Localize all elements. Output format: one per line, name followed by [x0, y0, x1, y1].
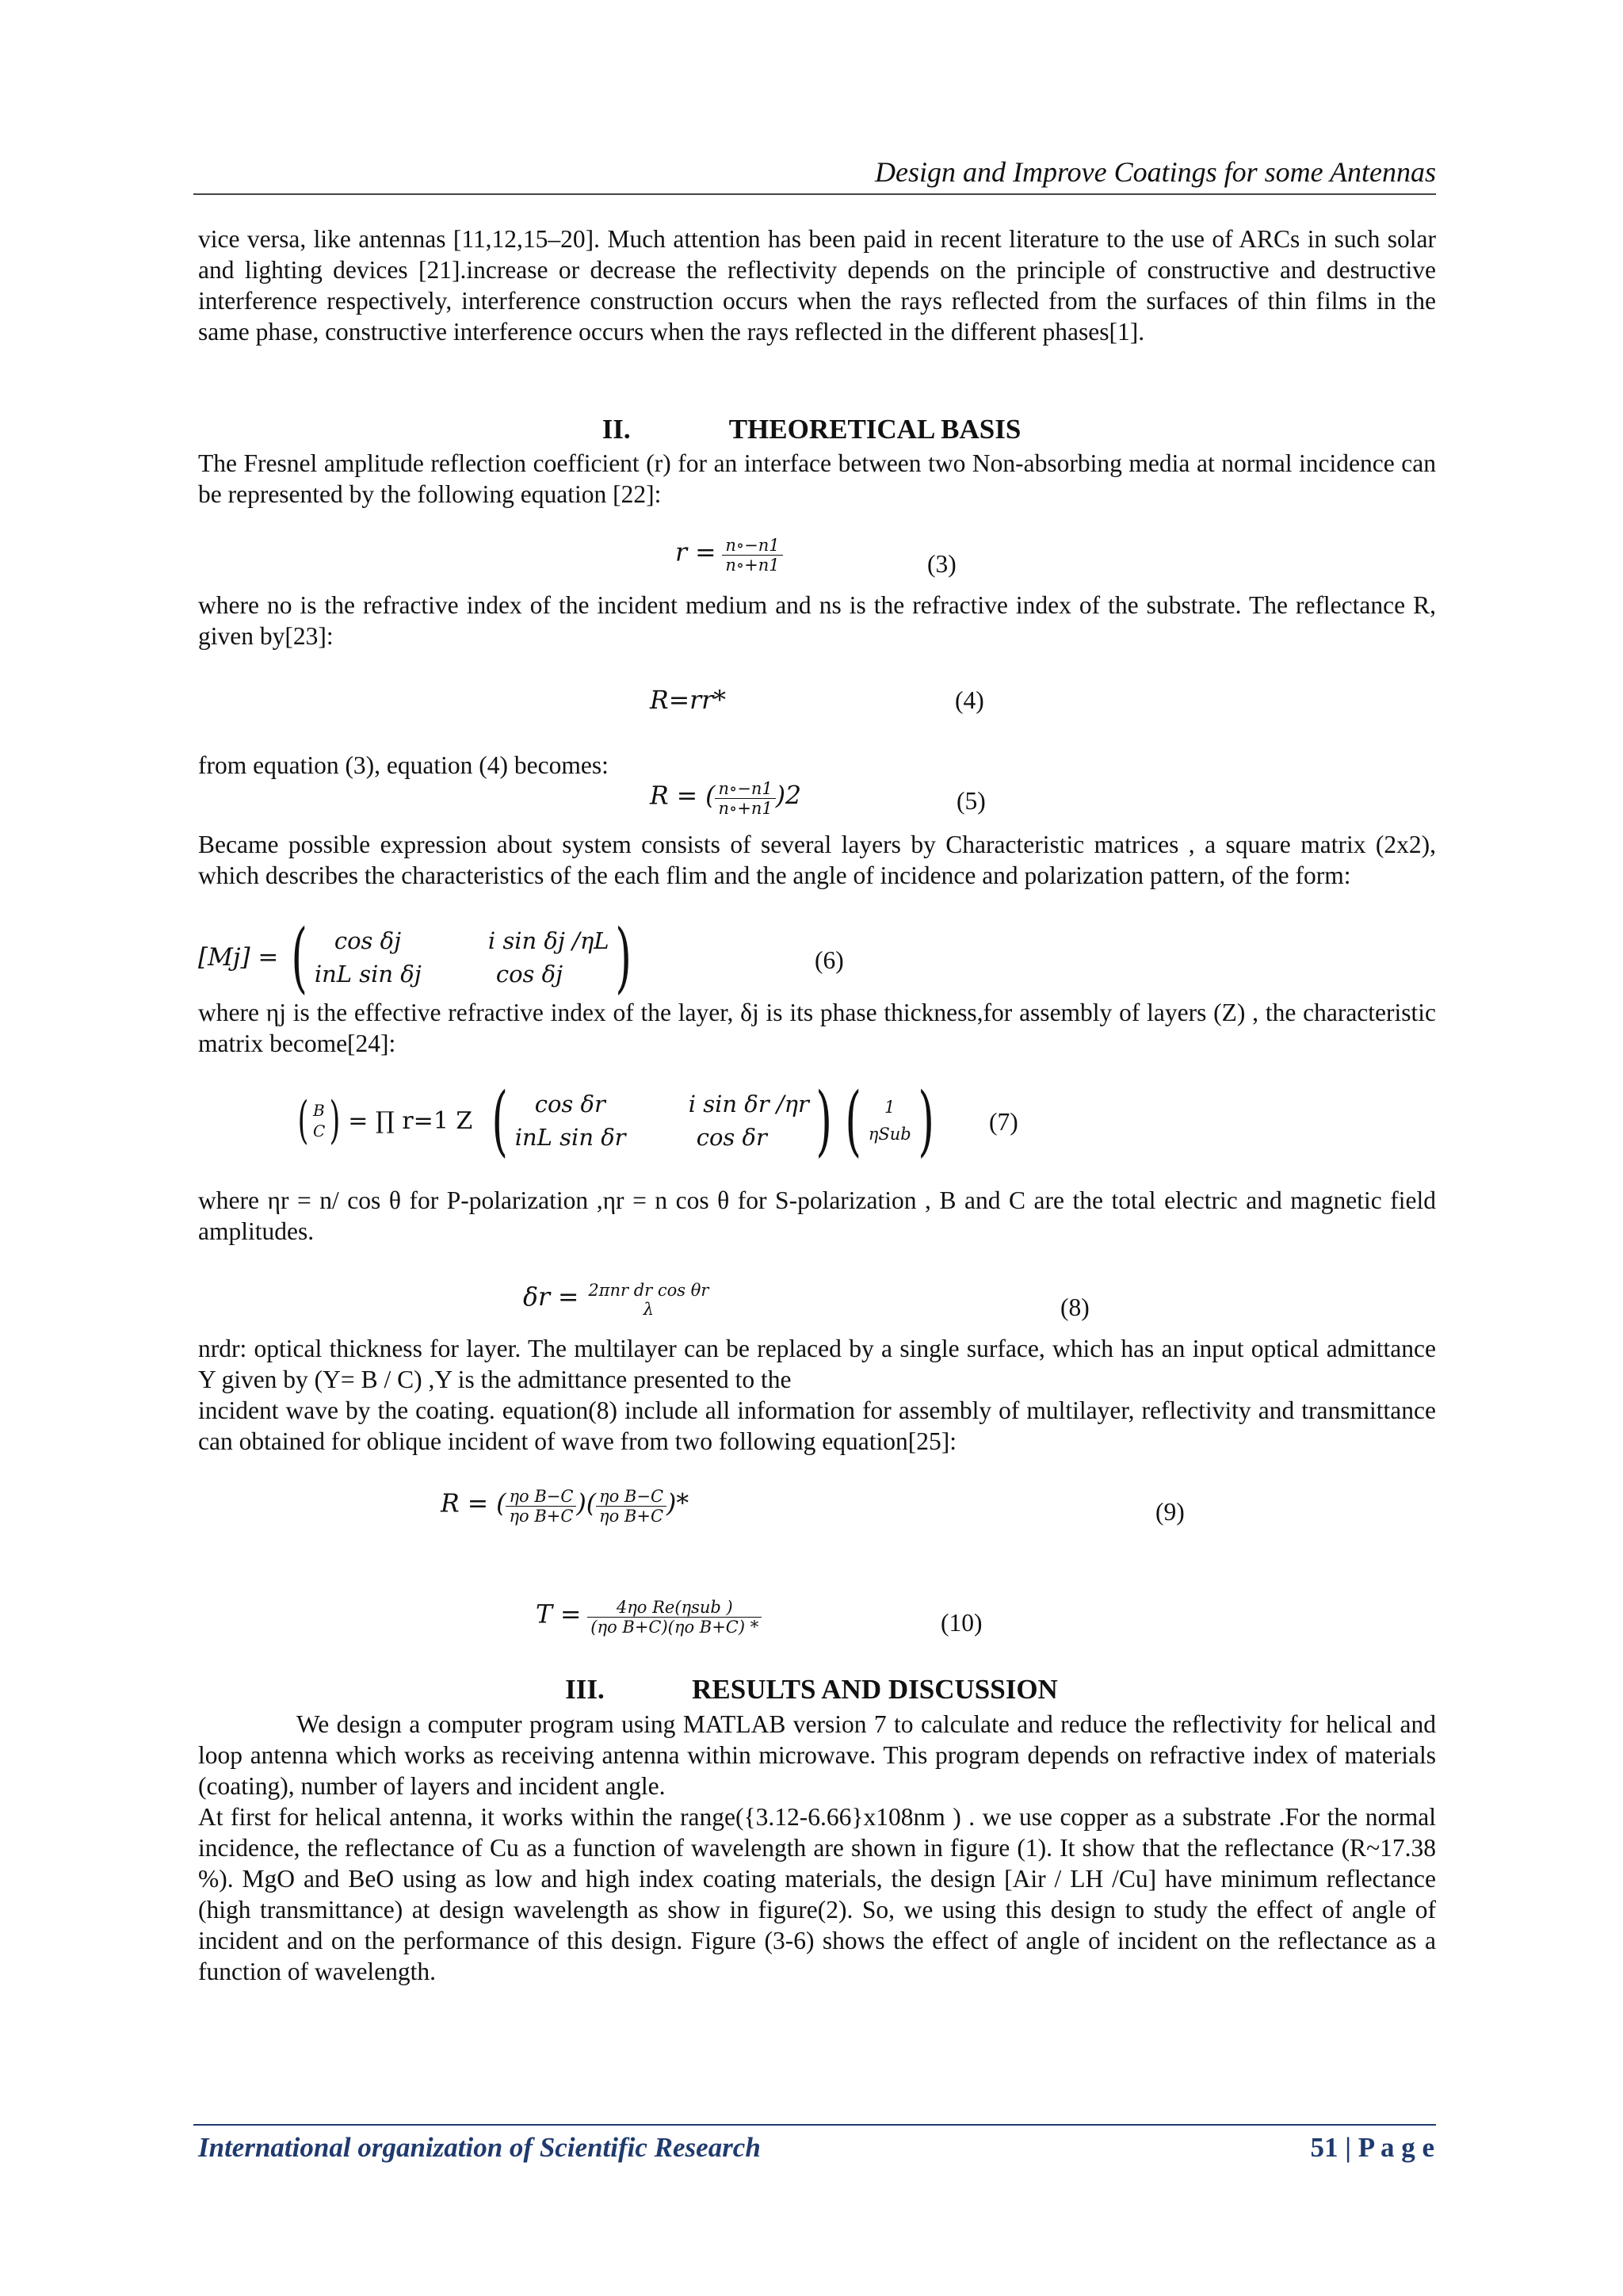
journal-name: International organization of Scientific Research — [198, 2132, 761, 2163]
section-number: III. — [565, 1674, 605, 1705]
eq3-lhs: r = — [675, 538, 716, 567]
eq6-lhs: [Mj] = — [198, 943, 279, 972]
eq5-fraction — [715, 779, 775, 818]
equation-3-number: (3) — [927, 550, 957, 578]
eq3-denominator: n∘+n1 — [722, 555, 782, 575]
eq7-lhs-right-paren: ) — [329, 1091, 341, 1150]
eq9-mid: )( — [576, 1489, 597, 1519]
eq6-right-paren: ) — [615, 913, 632, 1002]
eq8-denominator: λ — [643, 1300, 655, 1319]
eq7-v2: ηSub — [868, 1125, 911, 1144]
equation-8-number: (8) — [1060, 1293, 1090, 1321]
header-rule — [193, 193, 1436, 195]
equation-6-number: (6) — [815, 946, 844, 974]
eq7-a22: cos δr — [696, 1124, 767, 1151]
eq6-a12: i sin δj /ηL — [487, 927, 609, 954]
eq5-numerator: n∘−n1 — [718, 779, 773, 798]
eq6-a11: cos δj — [334, 927, 402, 954]
eq7-lhs-vector — [313, 1100, 325, 1141]
section-title: THEORETICAL BASIS — [728, 414, 1022, 445]
equation-7-number: (7) — [989, 1108, 1018, 1136]
equation-10-number: (10) — [941, 1609, 983, 1637]
eq3-fraction — [722, 536, 782, 575]
eq7-vector — [869, 1094, 911, 1148]
eq7-vec-right-paren: ) — [918, 1076, 934, 1165]
eq7-a11: cos δr — [534, 1091, 605, 1117]
eq9-denominator-2: ηo B+C — [596, 1506, 666, 1526]
equation-6 — [198, 913, 639, 1002]
equation-5-number: (5) — [957, 787, 986, 815]
eq3-numerator: n∘−n1 — [725, 536, 780, 555]
eq8-fraction — [585, 1281, 712, 1319]
eq6-left-paren: ( — [291, 913, 308, 1002]
eq10-fraction — [587, 1598, 762, 1637]
eq10-denominator: (ηo B+C)(ηo B+C) * — [587, 1617, 762, 1637]
eq9-fraction-1 — [506, 1487, 576, 1526]
eq9-denominator-1: ηo B+C — [506, 1506, 576, 1526]
equation-3 — [675, 536, 783, 575]
paragraph-refractive-index: where no is the refractive index of the incident medium and ns is the refractive index of the substrate. The reflectance R, given by[23]: — [198, 591, 1436, 650]
equation-8 — [523, 1281, 712, 1319]
eq7-left-paren: ( — [491, 1076, 509, 1165]
eq6-entries — [315, 924, 609, 991]
equation-4-number: (4) — [955, 686, 984, 714]
footer-rule — [193, 2124, 1436, 2126]
eq7-a12: i sin δr /ηr — [688, 1091, 809, 1117]
eq10-lhs: T = — [536, 1600, 582, 1629]
paragraph-helical-antenna: At first for helical antenna, it works within the range({3.12-6.66}x108nm ) . we use copper as a substrate .For the normal incidence, the reflectance of Cu as a function of wavelength are shown in figure (1). It show that the reflectance (R~17.38 %). MgO and BeO using as low and high index coating materials, the design [Air / LH /Cu] have minimum reflectance (high transmittance) at design wavelength as show in figure(2). So, we using this design to study the effect of angle of incident and on the performance of this design. Figure (3-6) shows the effect of angle of incident on the reflectance as a function of wavelength. — [198, 1803, 1436, 1985]
eq5-rhs: )2 — [775, 781, 802, 811]
eq9-lhs: R = ( — [441, 1489, 506, 1519]
eq6-a21: inL sin δj — [314, 961, 422, 988]
eq7-v1: 1 — [884, 1098, 896, 1117]
eq7-b: B — [312, 1101, 325, 1120]
eq8-numerator: 2πnr dr cos θr — [588, 1281, 709, 1300]
eq7-product: = ∏ r=1 Z — [348, 1106, 473, 1135]
paragraph-from-equation: from equation (3), equation (4) becomes: — [198, 751, 609, 779]
eq7-lhs-left-paren: ( — [297, 1091, 309, 1150]
eq6-a22: cos δj — [495, 961, 563, 988]
eq6-matrix — [198, 913, 639, 1002]
eq7-c: C — [312, 1121, 326, 1140]
equation-9-number: (9) — [1155, 1498, 1185, 1526]
paragraph-polarization: where ηr = n/ cos θ for P-polarization ,ηr = n cos θ for S-polarization , B and C are the total electric and magnetic field amplitudes. — [198, 1186, 1436, 1245]
eq9-numerator-2: ηo B−C — [599, 1487, 664, 1506]
equation-9 — [441, 1487, 689, 1526]
paragraph-incident-wave: incident wave by the coating. equation(8) include all information for assembly of multilayer, reflectivity and transmittance can obtained for oblique incident of wave from two following equation[25]: — [198, 1396, 1436, 1455]
equation-7 — [293, 1076, 941, 1165]
equation-10 — [536, 1598, 762, 1637]
intro-paragraph: vice versa, like antennas [11,12,15–20]. Much attention has been paid in recent literature to the use of ARCs in such solar and lighting devices [21].increase or decrease the reflectivity depends on the principle of constructive and destructive interference respectively, interference construction occurs when the rays reflected from the surfaces of thin films in the same phase, constructive interference occurs when the rays reflected in the different phases[1]. — [198, 225, 1436, 346]
paragraph-effective-index: where ηj is the effective refractive index of the layer, δj is its phase thickness,for assembly of layers (Z) , the characteristic matrix become[24]: — [198, 999, 1436, 1057]
eq7-entries — [515, 1087, 809, 1154]
section-title: RESULTS AND DISCUSSION — [692, 1674, 1058, 1705]
eq7-a21: inL sin δr — [514, 1124, 626, 1151]
eq5-denominator: n∘+n1 — [715, 798, 775, 818]
running-title: Design and Improve Coatings for some Antennas — [875, 156, 1436, 188]
eq7-right-paren: ) — [815, 1076, 832, 1165]
paragraph-fresnel: The Fresnel amplitude reflection coefficient (r) for an interface between two Non-absorbing media at normal incidence can be represented by the following equation [22]: — [198, 449, 1436, 508]
section-heading-theoretical-basis — [0, 414, 1623, 445]
paragraph-optical-thickness: nrdr: optical thickness for layer. The multilayer can be replaced by a single surface, which has an input optical admittance Y given by (Y= B / C) ,Y is the admittance presented to the — [198, 1335, 1436, 1393]
eq9-fraction-2 — [596, 1487, 666, 1526]
page-number: 51 | P a g e — [1310, 2132, 1434, 2163]
eq7-vec-left-paren: ( — [845, 1076, 862, 1165]
equation-4: R=rr* — [650, 686, 726, 715]
section-heading-results — [0, 1674, 1623, 1706]
eq7-matrix — [293, 1076, 941, 1165]
section-number: II. — [601, 414, 631, 445]
eq9-numerator-1: ηo B−C — [509, 1487, 574, 1506]
equation-5 — [650, 779, 801, 818]
paragraph-matlab: We design a computer program using MATLAB version 7 to calculate and reduce the reflectivity for helical and loop antenna which works as receiving antenna within microwave. This program depends on refractive index of materials (coating), number of layers and incident angle. — [198, 1710, 1436, 1800]
eq10-numerator: 4ηo Re(ηsub ) — [616, 1598, 733, 1617]
eq8-lhs: δr = — [523, 1283, 579, 1312]
paragraph-characteristic-matrices: Became possible expression about system consists of several layers by Characteristic matrices , a square matrix (2x2), which describes the characteristics of the each flim and the angle of incidence and polarization pattern, of the form: — [198, 831, 1436, 889]
eq5-lhs: R = ( — [650, 781, 716, 811]
eq9-rhs: )* — [666, 1489, 689, 1519]
